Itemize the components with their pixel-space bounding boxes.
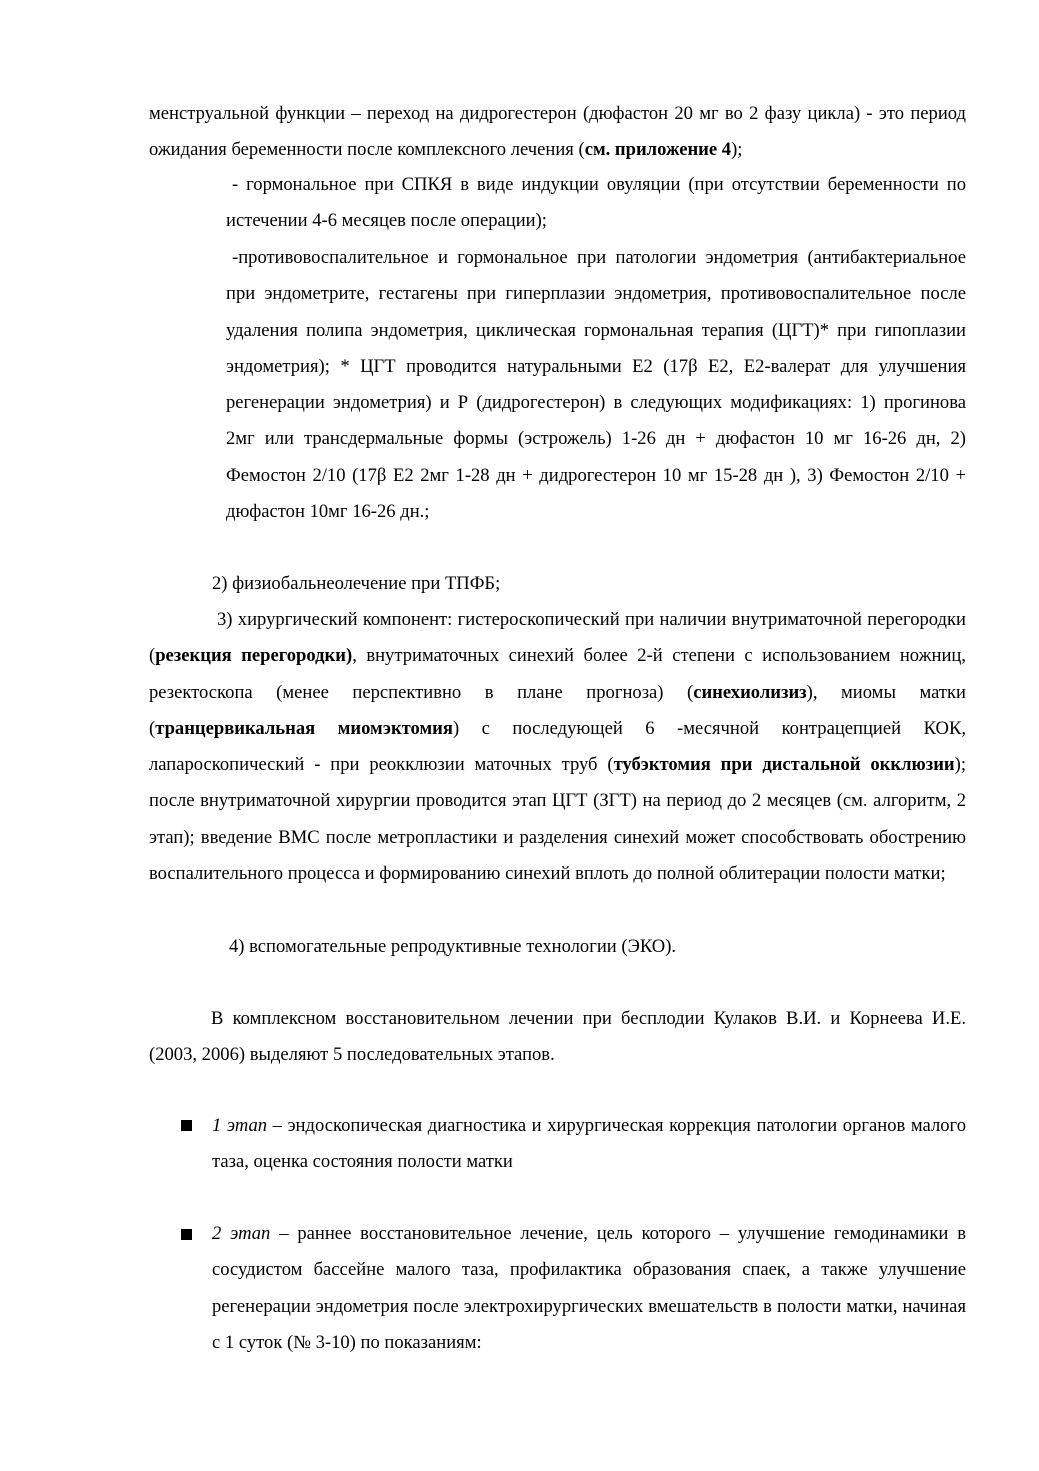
paragraph-physiotherapy: 2) физиобальнеолечение при ТПФБ; xyxy=(212,573,501,594)
stage-label: 1 этап xyxy=(212,1115,268,1136)
list-item-stage-2 xyxy=(212,1216,966,1361)
bold-run: см. приложение 4 xyxy=(584,139,732,161)
paragraph-kulakov: В комплексном восстановительном лечении при бесплодии Кулаков В.И. и Корнеева И.Е. (2003, 2006) выделяют 5 последовательных этапов. xyxy=(149,1008,966,1066)
text-run: ); после внутриматочной хирургии проводится этап ЦГТ (ЗГТ) на период до 2 месяцев (см. алгоритм, 2 этап); введение ВМС после метропластики и разделения синехий может способствовать обострению воспалительного процесса и формированию синехий вплоть до полной облитерации полости матки; xyxy=(149,754,966,885)
text-run: ); xyxy=(731,139,743,161)
text-run: 3) хирургический компонент: гистероскопический при наличии внутриматочной перегородки ( xyxy=(149,609,966,667)
list-item-stage-1 xyxy=(212,1108,966,1181)
paragraph-surgical-component xyxy=(149,602,966,892)
paragraph-endometrium: -противовоспалительное и гормональное при патологии эндометрия (антибактериальное при эндометрите, гестагены при гиперплазии эндометрия, противовоспалительное после удаления полипа эндометрия, циклическая гормональная терапия (ЦГТ)* при гипоплазии эндометрия); * ЦГТ проводится натуральными Е2 (17β Е2, Е2-валерат для улучшения регенерации эндометрия) и Р (дидрогестерон) в следующих модификациях: 1) прогинова 2мг или трансдермальные формы (эстрожель) 1-26 дн + дюфастон 10 мг 16-26 дн, 2) Фемостон 2/10 (17β Е2 2мг 1-28 дн + дидрогестерон 10 мг 15-28 дн ), 3) Фемостон 2/10 + дюфастон 10мг 16-26 дн.; xyxy=(226,247,966,523)
text-run: , внутриматочных синехий более 2-й степени с использованием ножниц, резектоскопа (менее перспективно в плане прогноза) ( xyxy=(149,645,966,703)
stage-text: – раннее восстановительное лечение, цель которого – улучшение гемодинамики в сосудистом бассейне малого таза, профилактика образования спаек, а также улучшение регенерации эндометрия после электрохирургических вмешательств в полости матки, начиная с 1 суток (№ 3-10) по показаниям: xyxy=(212,1223,966,1353)
stage-text: – эндоскопическая диагностика и хирургическая коррекция патологии органов малого таза, оценка состояния полости матки xyxy=(212,1115,966,1173)
paragraph-menstrual-function xyxy=(149,96,966,169)
bold-run: синехиолизиз xyxy=(693,681,807,703)
bold-run: тубэктомия при дистальной окклюзии xyxy=(613,754,955,776)
text-run: ), миомы матки ( xyxy=(149,681,966,739)
text-run: менструальной функции – переход на дидрогестерон (дюфастон 20 мг во 2 фазу цикла) - это период ожидания беременности после комплексного лечения ( xyxy=(149,103,966,161)
stage-label: 2 этап xyxy=(212,1223,271,1244)
bullet-square-icon xyxy=(181,1229,192,1240)
bold-run: резекция перегородки) xyxy=(155,645,353,667)
bold-run: транцервикальная миомэктомия xyxy=(155,717,453,739)
paragraph-art: 4) вспомогательные репродуктивные технологии (ЭКО). xyxy=(229,936,677,957)
text-run: ) с последующей 6 -месячной контрацепцией КОК, лапароскопический - при реокклюзии маточных труб ( xyxy=(149,717,966,776)
paragraph-spkya: - гормональное при СПКЯ в виде индукции овуляции (при отсутствии беременности по истечении 4-6 месяцев после операции); xyxy=(226,174,966,232)
bullet-square-icon xyxy=(181,1120,192,1131)
